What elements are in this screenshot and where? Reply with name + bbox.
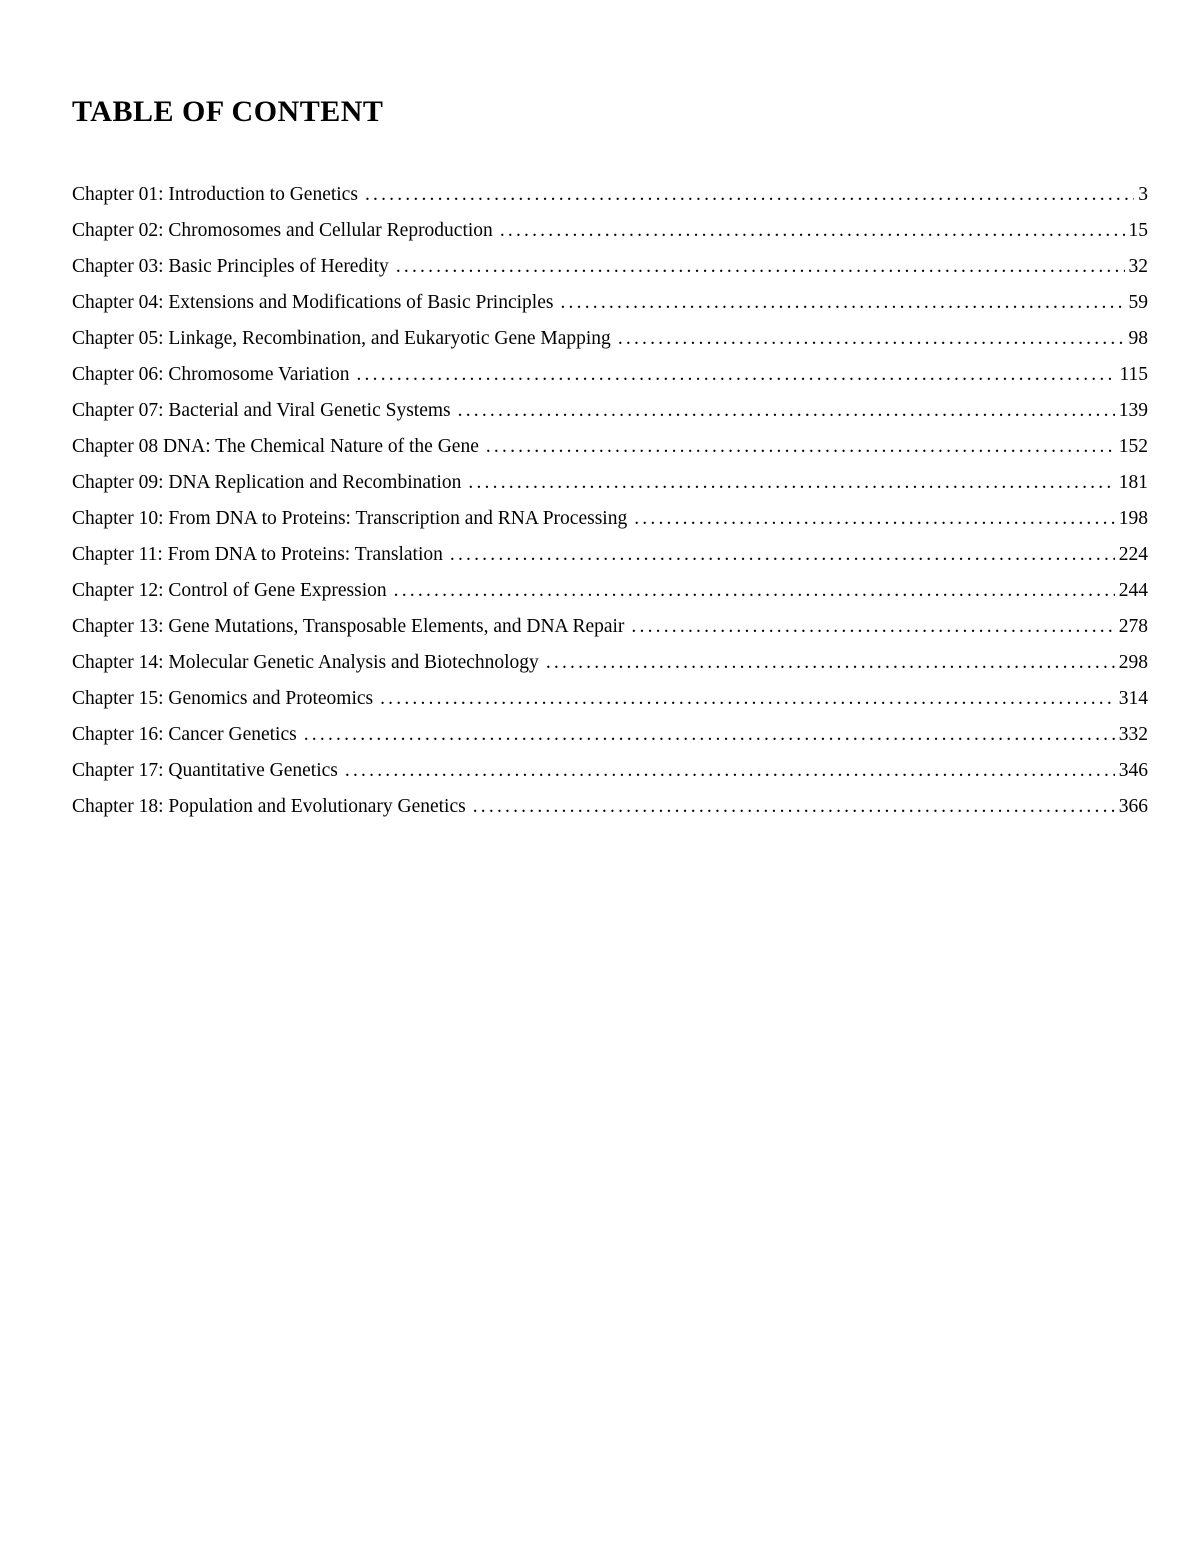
dot-leader	[468, 465, 1114, 501]
toc-entry-page: 3	[1138, 184, 1148, 205]
toc-entry-title: Chapter 07: Bacterial and Viral Genetic Systems	[72, 400, 451, 421]
toc-entry	[72, 753, 1148, 789]
toc-entry-title: Chapter 14: Molecular Genetic Analysis and Biotechnology	[72, 652, 539, 673]
dot-leader	[458, 393, 1115, 429]
toc-entry	[72, 357, 1148, 393]
dot-leader	[634, 501, 1115, 537]
toc-entry-title: Chapter 16: Cancer Genetics	[72, 724, 297, 745]
toc-entry-page: 314	[1118, 688, 1148, 709]
dot-leader	[473, 789, 1115, 825]
dot-leader	[450, 537, 1115, 573]
dot-leader	[394, 573, 1115, 609]
page-title: TABLE OF CONTENT	[72, 95, 384, 128]
toc-entry-title: Chapter 12: Control of Gene Expression	[72, 580, 387, 601]
toc-entry-page: 139	[1118, 400, 1148, 421]
toc-entry	[72, 465, 1148, 501]
toc-entry-page: 98	[1128, 328, 1148, 349]
toc-entry	[72, 249, 1148, 285]
toc-entry-page: 152	[1118, 436, 1148, 457]
toc-entry-page: 244	[1118, 580, 1148, 601]
dot-leader	[546, 645, 1115, 681]
toc-entry-page: 332	[1118, 724, 1148, 745]
toc-entry-title: Chapter 02: Chromosomes and Cellular Reproduction	[72, 220, 493, 241]
toc-entry-title: Chapter 17: Quantitative Genetics	[72, 760, 338, 781]
toc-entry	[72, 789, 1148, 825]
dot-leader	[500, 213, 1125, 249]
toc-entry-title: Chapter 11: From DNA to Proteins: Translation	[72, 544, 443, 565]
toc-entry	[72, 429, 1148, 465]
toc-entry-page: 278	[1118, 616, 1148, 637]
toc-entry	[72, 501, 1148, 537]
toc-entry	[72, 717, 1148, 753]
toc-entry-page: 346	[1118, 760, 1148, 781]
dot-leader	[396, 249, 1125, 285]
toc-entry	[72, 177, 1148, 213]
toc-entry	[72, 285, 1148, 321]
dot-leader	[365, 177, 1134, 213]
dot-leader	[345, 753, 1115, 789]
toc-entry	[72, 645, 1148, 681]
dot-leader	[560, 285, 1124, 321]
toc-entry	[72, 213, 1148, 249]
dot-leader	[631, 609, 1114, 645]
toc-entry	[72, 681, 1148, 717]
dot-leader	[356, 357, 1115, 393]
toc-entry-page: 32	[1128, 256, 1148, 277]
toc-entry-page: 298	[1118, 652, 1148, 673]
toc-entry-title: Chapter 03: Basic Principles of Heredity	[72, 256, 389, 277]
toc-entry	[72, 321, 1148, 357]
toc-entry-title: Chapter 09: DNA Replication and Recombination	[72, 472, 462, 493]
dot-leader	[380, 681, 1115, 717]
dot-leader	[486, 429, 1115, 465]
toc-entry-title: Chapter 15: Genomics and Proteomics	[72, 688, 374, 709]
dot-leader	[618, 321, 1125, 357]
toc-entry-page: 224	[1118, 544, 1148, 565]
toc-entry-page: 181	[1118, 472, 1148, 493]
dot-leader	[304, 717, 1115, 753]
toc-entry-title: Chapter 06: Chromosome Variation	[72, 364, 350, 385]
toc-entry-title: Chapter 08 DNA: The Chemical Nature of the Gene	[72, 436, 479, 457]
toc-entry-title: Chapter 01: Introduction to Genetics	[72, 184, 358, 205]
toc-entry-page: 198	[1118, 508, 1148, 529]
toc-entry-title: Chapter 10: From DNA to Proteins: Transcription and RNA Processing	[72, 508, 628, 529]
toc-entry	[72, 609, 1148, 645]
table-of-contents	[72, 177, 1148, 825]
toc-entry	[72, 393, 1148, 429]
toc-entry-title: Chapter 13: Gene Mutations, Transposable Elements, and DNA Repair	[72, 616, 625, 637]
toc-entry-page: 366	[1118, 796, 1148, 817]
toc-entry-page: 115	[1119, 364, 1148, 385]
toc-entry-page: 15	[1128, 220, 1148, 241]
toc-entry-page: 59	[1128, 292, 1148, 313]
toc-entry	[72, 537, 1148, 573]
toc-entry-title: Chapter 05: Linkage, Recombination, and Eukaryotic Gene Mapping	[72, 328, 611, 349]
toc-entry-title: Chapter 04: Extensions and Modifications of Basic Principles	[72, 292, 554, 313]
toc-entry-title: Chapter 18: Population and Evolutionary Genetics	[72, 796, 466, 817]
toc-entry	[72, 573, 1148, 609]
